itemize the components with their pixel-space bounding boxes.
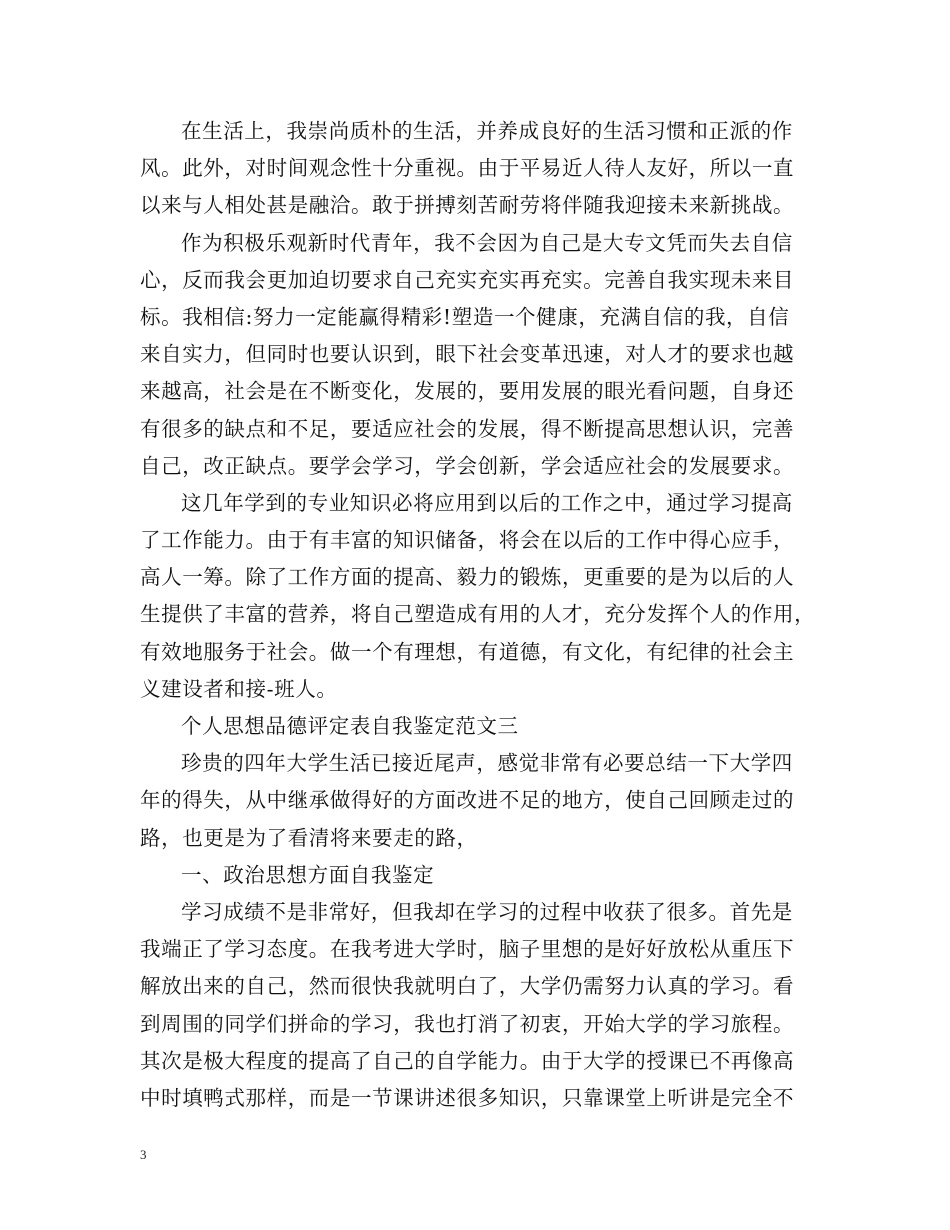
text-line: 中时填鸭式那样，而是一节课讲述很多知识，只靠课堂上听讲是完全不 [140, 1085, 795, 1110]
text-line: 我端正了学习态度。在我考进大学时，脑子里想的是好好放松从重压下 [140, 937, 795, 962]
page-number: 3 [140, 1147, 147, 1162]
text-line: 珍贵的四年大学生活已接近尾声，感觉非常有必要总结一下大学四 [181, 751, 793, 776]
text-line: 路，也更是为了看清将来要走的路， [140, 825, 478, 850]
text-line: 有效地服务于社会。做一个有理想，有道德，有文化，有纪律的社会主 [140, 639, 795, 664]
text-line: 高人一筹。除了工作方面的提高、毅力的锻炼，更重要的是为以后的人 [140, 565, 795, 590]
text-line: 学习成绩不是非常好，但我却在学习的过程中收获了很多。首先是 [181, 899, 793, 924]
text-line: 到周围的同学们拼命的学习，我也打消了初衷，开始大学的学习旅程。 [140, 1011, 795, 1036]
text-line: 在生活上，我崇尚质朴的生活，并养成良好的生活习惯和正派的作 [181, 119, 793, 143]
text-line: 了工作能力。由于有丰富的知识储备，将会在以后的工作中得心应手， [140, 528, 795, 553]
text-line: 年的得失，从中继承做得好的方面改进不足的地方，使自己回顾走过的 [140, 788, 795, 813]
body-text [140, 113, 820, 1117]
text-line: 生提供了丰富的营养，将自己塑造成有用的人才，充分发挥个人的作用， [140, 602, 816, 627]
text-line: 义建设者和接-班人。 [140, 676, 338, 701]
text-line: 风。此外，对时间观念性十分重视。由于平易近人待人友好，所以一直 [140, 156, 795, 181]
section-heading: 个人思想品德评定表自我鉴定范文三 [181, 714, 519, 738]
text-line: 以来与人相处甚是融洽。敢于拼搏刻苦耐劳将伴随我迎接未来新挑战。 [140, 193, 795, 218]
text-line: 有很多的缺点和不足，要适应社会的发展，得不断提高思想认识，完善 [140, 416, 795, 441]
text-line: 来越高，社会是在不断变化，发展的，要用发展的眼光看问题，自身还 [140, 379, 795, 404]
text-line: 这几年学到的专业知识必将应用到以后的工作之中，通过学习提高 [181, 490, 793, 515]
text-line: 心，反而我会更加迫切要求自己充实充实再充实。完善自我实现未来目 [140, 267, 795, 292]
text-line: 其次是极大程度的提高了自己的自学能力。由于大学的授课已不再像高 [140, 1048, 795, 1073]
text-line: 来自实力，但同时也要认识到，眼下社会变革迅速，对人才的要求也越 [140, 342, 795, 367]
text-line: 自己，改正缺点。要学会学习，学会创新，学会适应社会的发展要求。 [140, 453, 795, 478]
section-heading: 一、政治思想方面自我鉴定 [181, 862, 435, 887]
text-line: 作为积极乐观新时代青年，我不会因为自己是大专文凭而失去自信 [181, 230, 793, 255]
text-line: 标。我相信:努力一定能赢得精彩!塑造一个健康，充满自信的我，自信 [140, 304, 790, 329]
text-line: 解放出来的自己，然而很快我就明白了，大学仍需努力认真的学习。看 [140, 974, 795, 999]
